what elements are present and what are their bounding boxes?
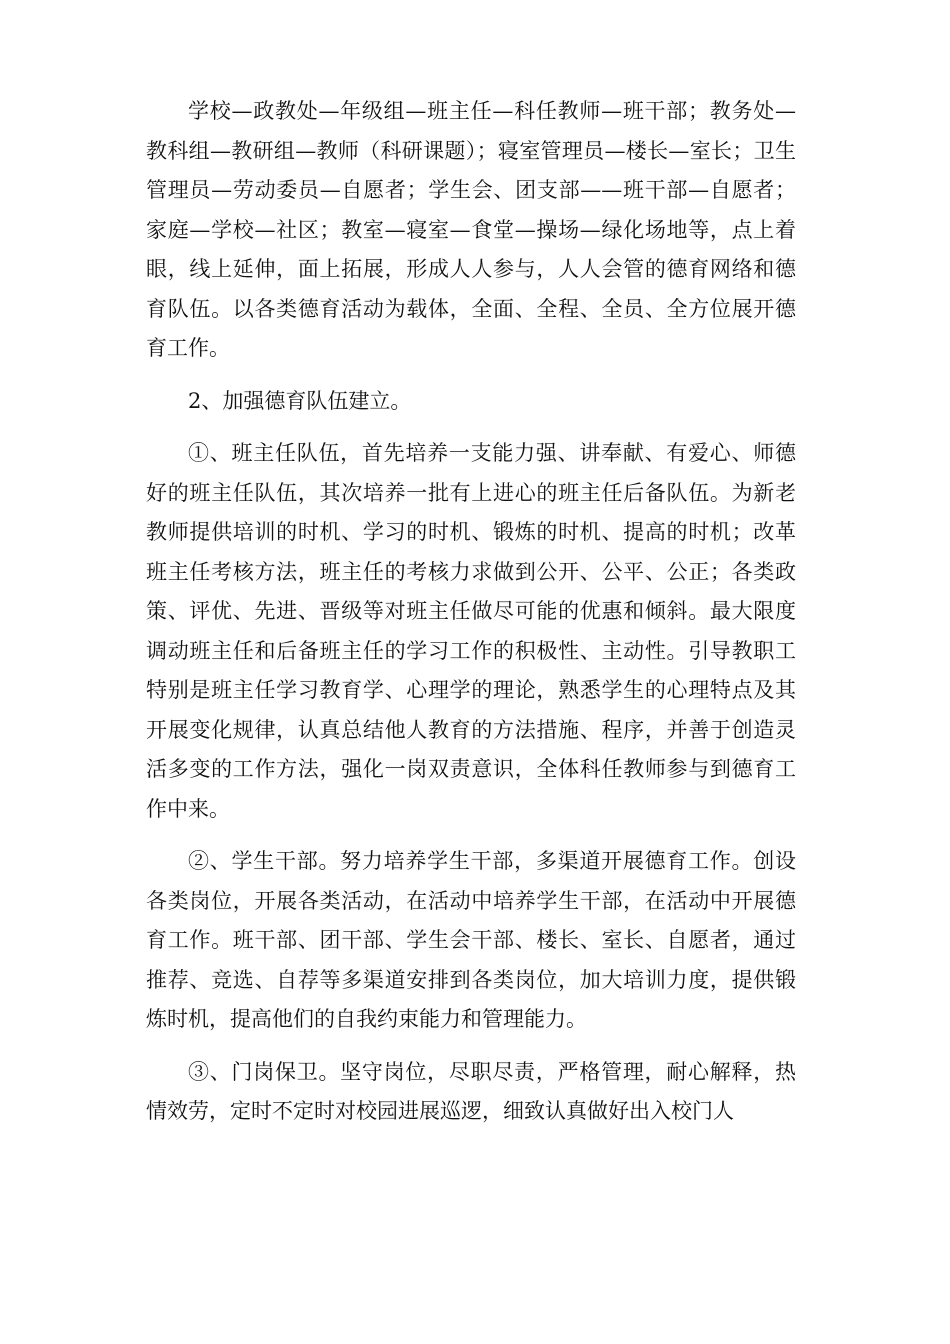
paragraph-student-cadres: ②、学生干部。努力培养学生干部，多渠道开展德育工作。创设各类岗位，开展各类活动，在活动中培养学生干部，在活动中开展德育工作。班干部、团干部、学生会干部、楼长、室长、自愿者，通过推荐、竞选、自荐等多渠道安排到各类岗位，加大培训力度，提供锻炼时机，提高他们的自我约束能力和管理能力。 [146,849,796,1031]
paragraph-head-teacher-team: ①、班主任队伍，首先培养一支能力强、讲奉献、有爱心、师德好的班主任队伍，其次培养一批有上进心的班主任后备队伍。为新老教师提供培训的时机、学习的时机、锻炼的时机、提高的时机；改革班主任考核方法，班主任的考核力求做到公开、公平、公正；各类政策、评优、先进、晋级等对班主任做尽可能的优惠和倾斜。最大限度调动班主任和后备班主任的学习工作的积极性、主动性。引导教职工特别是班主任学习教育学、心理学的理论，熟悉学生的心理特点及其开展变化规律，认真总结他人教育的方法措施、程序，并善于创造灵活多变的工作方法，强化一岗双责意识，全体科任教师参与到德育工作中来。 [146,441,796,821]
paragraph-moral-network: 学校—政教处—年级组—班主任—科任教师—班干部；教务处—教科组—教研组—教师（科研课题）；寝室管理员—楼长—室长；卫生管理员—劳动委员—自愿者；学生会、团支部——班干部—自愿者；家庭—学校—社区；教室—寝室—食堂—操场—绿化场地等，点上着眼，线上延伸，面上拓展，形成人人参与，人人会管的德育网络和德育队伍。以各类德育活动为载体，全面、全程、全员、全方位展开德育工作。 [146,99,796,360]
document-body [146,92,796,1145]
paragraph-gate-security: ③、门岗保卫。坚守岗位，尽职尽责，严格管理，耐心解释，热情效劳，定时不定时对校园进展巡逻，细致认真做好出入校门人 [146,1059,796,1123]
section-heading-team-building: 2、加强德育队伍建立。 [188,388,412,413]
